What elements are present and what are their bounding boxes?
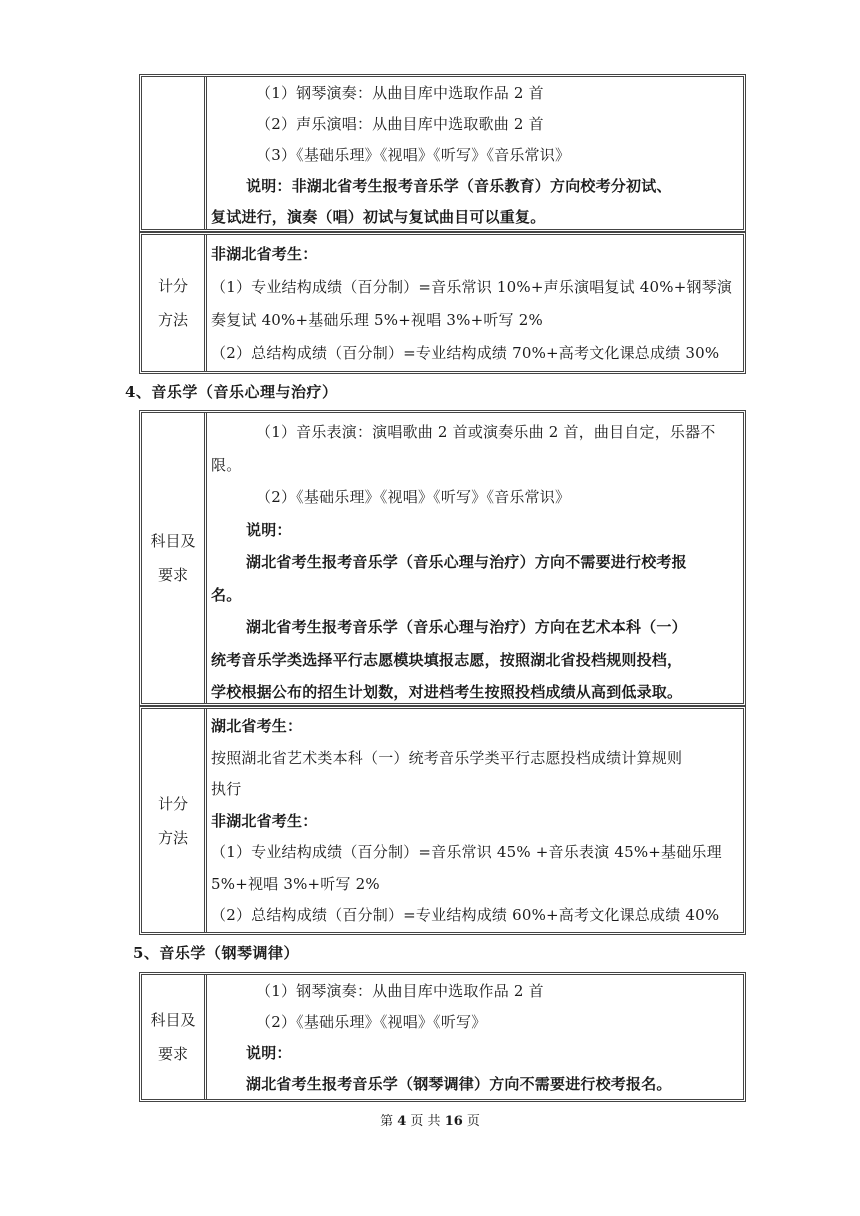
section-5-heading: 5、音乐学（钢琴调律） <box>133 944 299 962</box>
note-line: 统考音乐学类选择平行志愿模块填报志愿，按照湖北省投档规则投档， <box>211 650 683 669</box>
scoring-content <box>207 235 743 371</box>
label-cell <box>142 235 207 371</box>
note-line: 名。 <box>211 585 242 604</box>
scoring-line: （2）总结构成绩（百分制）=专业结构成绩 60%+高考文化课总成绩 40% <box>211 906 720 924</box>
section-4-heading: 4、音乐学（音乐心理与治疗） <box>125 383 338 401</box>
requirements-content <box>207 975 743 1099</box>
requirements-content <box>207 413 743 703</box>
section-4-scoring-table <box>139 706 746 935</box>
requirements-table-continued <box>139 74 746 232</box>
note-line: 学校根据公布的招生计划数，对进档考生按照投档成绩从高到低录取。 <box>211 683 683 701</box>
label-line: 方法 <box>157 311 188 329</box>
label-line: 要求 <box>157 566 188 584</box>
section-4-requirements-table <box>139 410 746 706</box>
scoring-line: 按照湖北省艺术类本科（一）统考音乐学类平行志愿投档成绩计算规则 <box>211 748 683 767</box>
footer-mid: 页 共 <box>410 1114 441 1129</box>
label-line: 科目及 <box>150 1011 196 1029</box>
requirements-content <box>207 77 743 229</box>
req-line: （1）钢琴演奏：从曲目库中选取作品 2 首 <box>256 982 544 1000</box>
label-cell-empty <box>142 77 207 229</box>
scoring-line: （2）总结构成绩（百分制）=专业结构成绩 70%+高考文化课总成绩 30% <box>211 344 720 362</box>
label-cell <box>142 709 207 932</box>
req-line: （2）《基础乐理》《视唱》《听写》 <box>256 1013 487 1031</box>
label-line: 方法 <box>157 828 188 847</box>
label-line: 计分 <box>157 277 188 295</box>
footer-prefix: 第 <box>380 1114 394 1129</box>
scoring-line: 奏复试 40%+基础乐理 5%+视唱 3%+听写 2% <box>211 311 543 329</box>
page-number: 4 <box>397 1114 407 1129</box>
scoring-header: 非湖北省考生： <box>211 245 318 263</box>
note-line: 湖北省考生报考音乐学（钢琴调律）方向不需要进行校考报名。 <box>246 1075 672 1093</box>
label-line: 科目及 <box>150 532 196 550</box>
label-line: 计分 <box>157 794 188 813</box>
req-line: （1）钢琴演奏：从曲目库中选取作品 2 首 <box>256 84 544 102</box>
req-line: （2）《基础乐理》《视唱》《听写》《音乐常识》 <box>256 488 571 506</box>
note-line: 复试进行，演奏（唱）初试与复试曲目可以重复。 <box>211 208 546 226</box>
footer-suffix: 页 <box>466 1114 480 1129</box>
note-label: 说明： <box>246 520 292 539</box>
req-line: （2）声乐演唱：从曲目库中选取歌曲 2 首 <box>256 115 544 133</box>
scoring-line: （1）专业结构成绩（百分制）=音乐常识 45% +音乐表演 45%+基础乐理 <box>211 843 722 861</box>
scoring-header: 湖北省考生： <box>211 717 303 735</box>
scoring-table-1 <box>139 232 746 374</box>
note-label: 说明： <box>246 1044 292 1062</box>
label-cell <box>142 413 207 703</box>
scoring-header: 非湖北省考生： <box>211 811 318 830</box>
scoring-line: 5%+视唱 3%+听写 2% <box>211 874 380 893</box>
label-cell <box>142 975 207 1099</box>
note-line: 湖北省考生报考音乐学（音乐心理与治疗）方向不需要进行校考报 <box>246 553 687 571</box>
label-line: 要求 <box>157 1045 188 1063</box>
note-line: 湖北省考生报考音乐学（音乐心理与治疗）方向在艺术本科（一） <box>246 618 687 636</box>
scoring-line: （1）专业结构成绩（百分制）=音乐常识 10%+声乐演唱复试 40%+钢琴演 <box>211 278 733 296</box>
req-line: 限。 <box>211 455 242 474</box>
req-line: （1）音乐表演：演唱歌曲 2 首或演奏乐曲 2 首，曲目自定，乐器不 <box>256 423 716 441</box>
scoring-line: 执行 <box>211 780 242 798</box>
scoring-content <box>207 709 743 932</box>
total-pages: 16 <box>444 1114 463 1129</box>
page-footer <box>0 1110 860 1129</box>
req-line: （3）《基础乐理》《视唱》《听写》《音乐常识》 <box>256 146 571 164</box>
note-line: 说明：非湖北省考生报考音乐学（音乐教育）方向校考分初试、 <box>246 177 672 195</box>
section-5-requirements-table <box>139 972 746 1102</box>
